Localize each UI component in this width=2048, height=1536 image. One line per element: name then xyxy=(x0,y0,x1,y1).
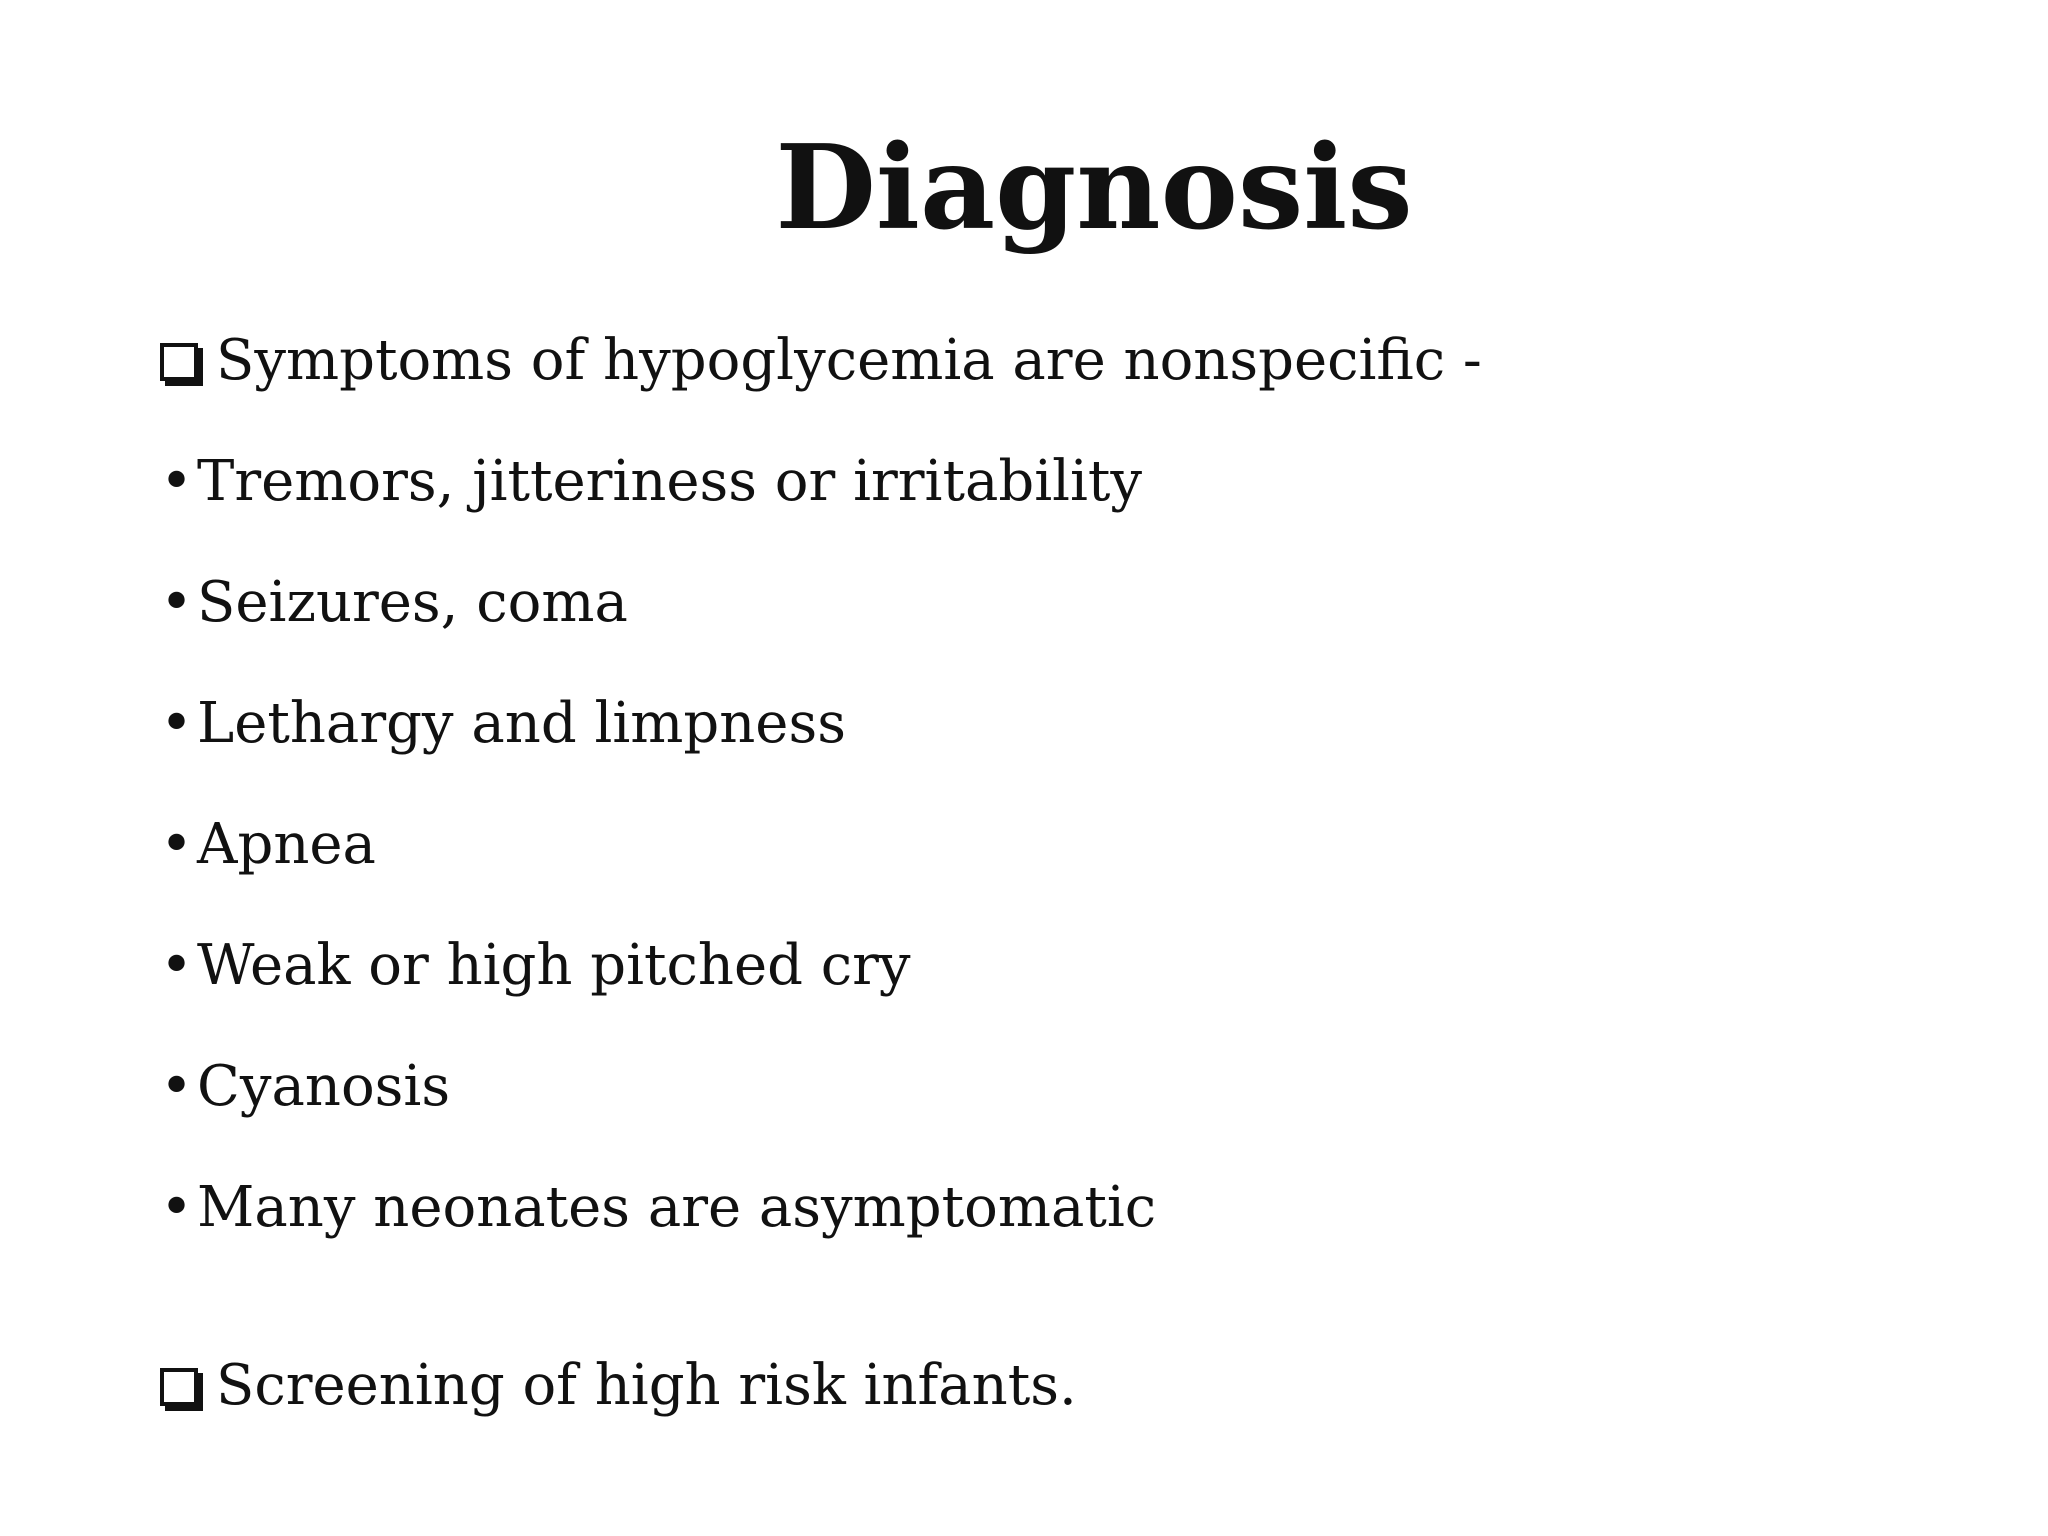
bullet-icon: • xyxy=(160,570,194,635)
bullet-icon: • xyxy=(160,449,194,514)
list-item-text: Many neonates are asymptomatic xyxy=(197,1175,1157,1240)
list-item xyxy=(160,1353,1077,1419)
checkbox-bullet-icon xyxy=(160,1368,198,1406)
list-item-text: Tremors, jitteriness or irritability xyxy=(197,449,1143,514)
list-item-text: Screening of high risk infants. xyxy=(216,1353,1077,1418)
checkbox-bullet-icon xyxy=(160,343,198,381)
bullet-icon: • xyxy=(160,691,194,756)
list-item xyxy=(160,1175,1156,1241)
list-item xyxy=(160,691,846,757)
list-item xyxy=(160,812,376,878)
bullet-icon: • xyxy=(160,933,194,998)
bullet-icon: • xyxy=(160,1054,194,1119)
bullet-icon: • xyxy=(160,812,194,877)
list-item-text: Weak or high pitched cry xyxy=(197,933,911,998)
list-item-text: Cyanosis xyxy=(197,1054,451,1119)
list-item-text: Lethargy and limpness xyxy=(197,691,846,756)
list-item-text: Seizures, coma xyxy=(197,570,628,635)
list-item xyxy=(160,933,911,999)
list-item xyxy=(160,449,1142,515)
list-item-text: Apnea xyxy=(197,812,376,877)
bullet-icon: • xyxy=(160,1175,194,1240)
list-item xyxy=(160,328,1482,394)
list-item-text: Symptoms of hypoglycemia are nonspecific - xyxy=(216,328,1482,393)
list-item xyxy=(160,1054,450,1120)
list-item xyxy=(160,570,628,636)
slide-title: Diagnosis xyxy=(775,120,1413,256)
